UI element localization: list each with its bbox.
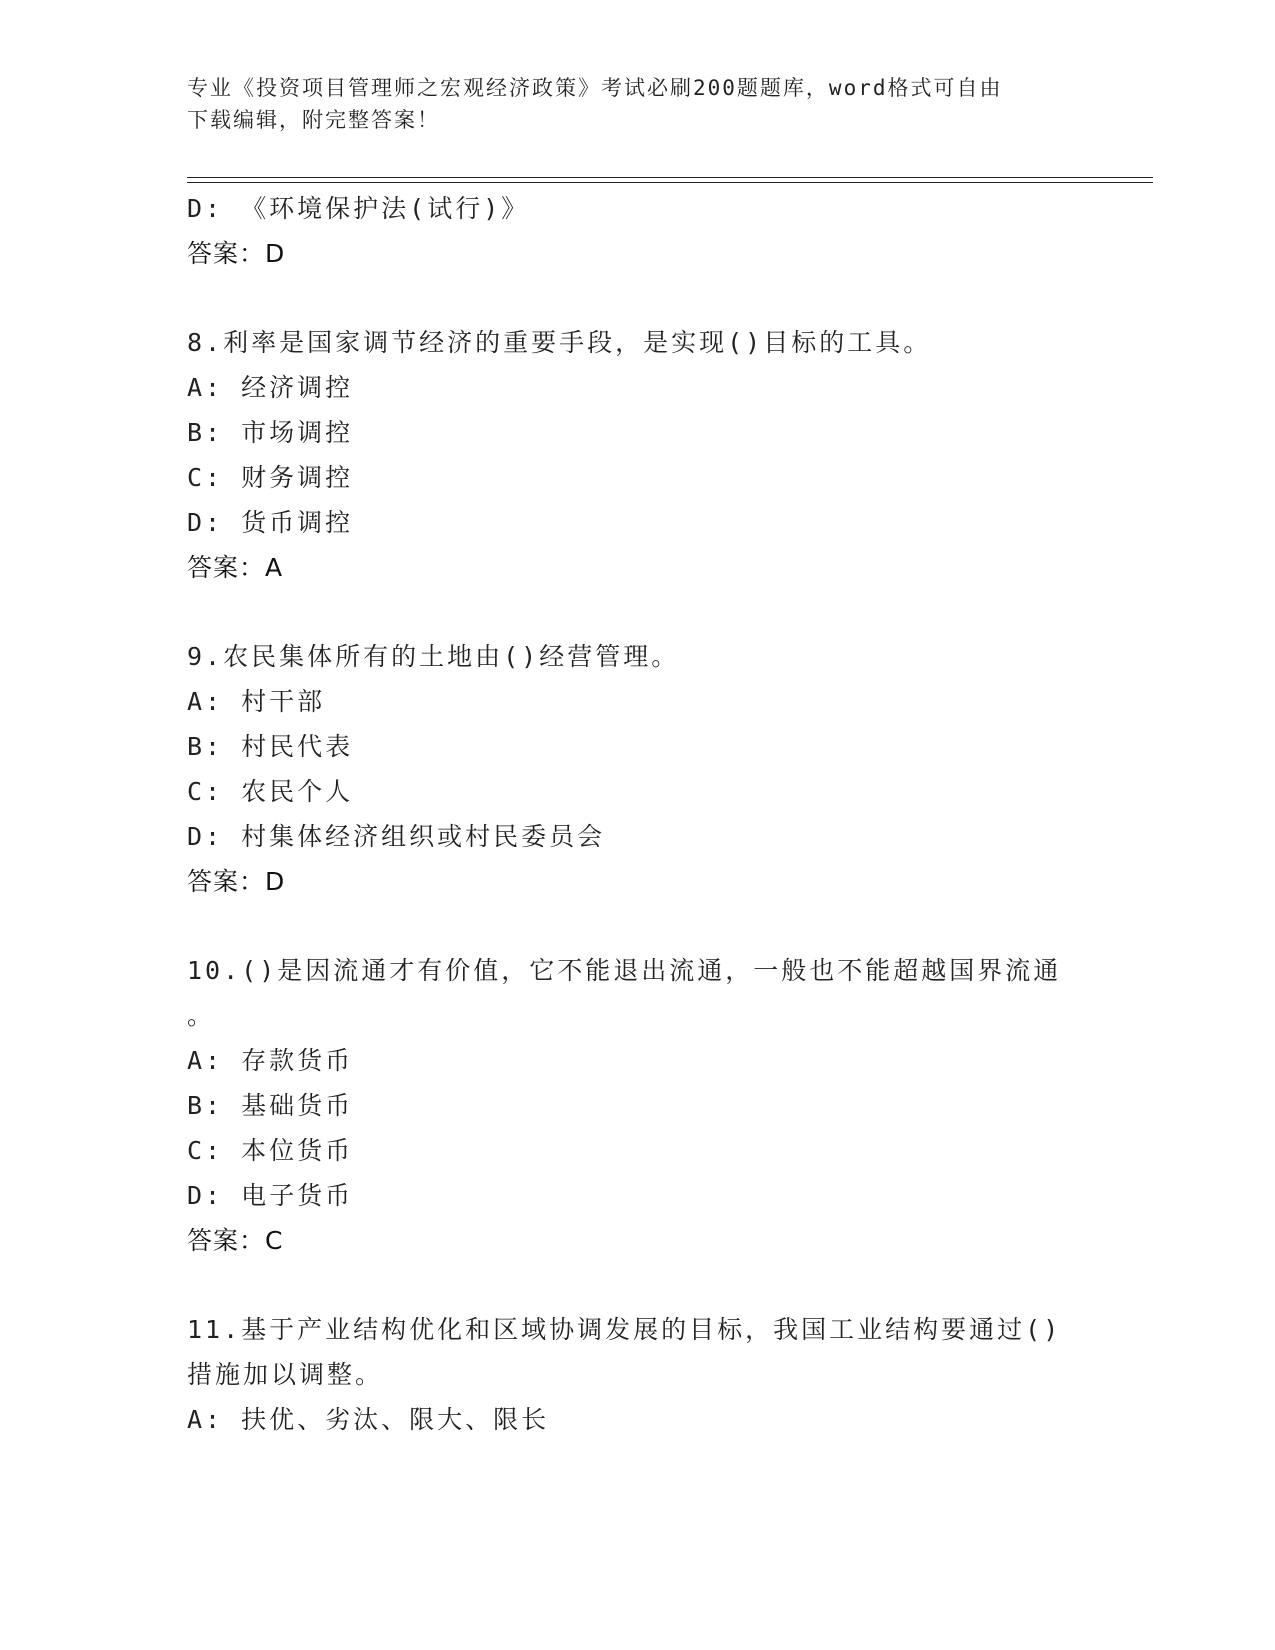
option-a: A: 存款货币 [187, 1046, 354, 1075]
spacer [187, 1263, 1087, 1307]
header-rule-top [187, 177, 1153, 178]
answer: 答案：C [187, 1226, 284, 1255]
question-stem: 8.利率是国家调节经济的重要手段，是实现()目标的工具。 [187, 328, 932, 357]
question-7-tail [187, 186, 1087, 276]
option-d: D: 村集体经济组织或村民委员会 [187, 822, 606, 851]
answer: 答案：D [187, 867, 286, 896]
option-c: C: 财务调控 [187, 463, 354, 492]
option-d: D: 电子货币 [187, 1181, 354, 1210]
answer: 答案：A [187, 553, 284, 582]
header-line-2: 下载编辑，附完整答案！ [187, 108, 440, 132]
question-stem: 9.农民集体所有的土地由()经营管理。 [187, 642, 680, 671]
question-11 [187, 1307, 1087, 1442]
spacer [187, 590, 1087, 634]
question-stem-continued: 措施加以调整。 [187, 1360, 384, 1389]
answer: 答案：D [187, 239, 286, 268]
option-b: B: 村民代表 [187, 732, 354, 761]
question-stem-continued: 。 [187, 1001, 216, 1030]
option-a: A: 扶优、劣汰、限大、限长 [187, 1405, 550, 1434]
header-rule-bottom [187, 182, 1153, 183]
option-b: B: 市场调控 [187, 418, 354, 447]
option-c: C: 农民个人 [187, 777, 354, 806]
option-d: D: 货币调控 [187, 508, 354, 537]
option-a: A: 经济调控 [187, 373, 354, 402]
question-list [187, 186, 1087, 1442]
document-header [187, 72, 1067, 136]
question-stem: 10.()是因流通才有价值，它不能退出流通，一般也不能超越国界流通 [187, 956, 1062, 985]
option-b: B: 基础货币 [187, 1091, 354, 1120]
question-10 [187, 948, 1087, 1263]
question-9 [187, 634, 1087, 904]
question-8 [187, 320, 1087, 590]
option-d: D: 《环境保护法(试行)》 [187, 194, 530, 223]
question-stem: 11.基于产业结构优化和区域协调发展的目标，我国工业结构要通过() [187, 1315, 1062, 1344]
spacer [187, 904, 1087, 948]
option-a: A: 村干部 [187, 687, 326, 716]
header-line-1: 专业《投资项目管理师之宏观经济政策》考试必刷200题题库，word格式可自由 [187, 76, 1003, 100]
option-c: C: 本位货币 [187, 1136, 354, 1165]
spacer [187, 276, 1087, 320]
